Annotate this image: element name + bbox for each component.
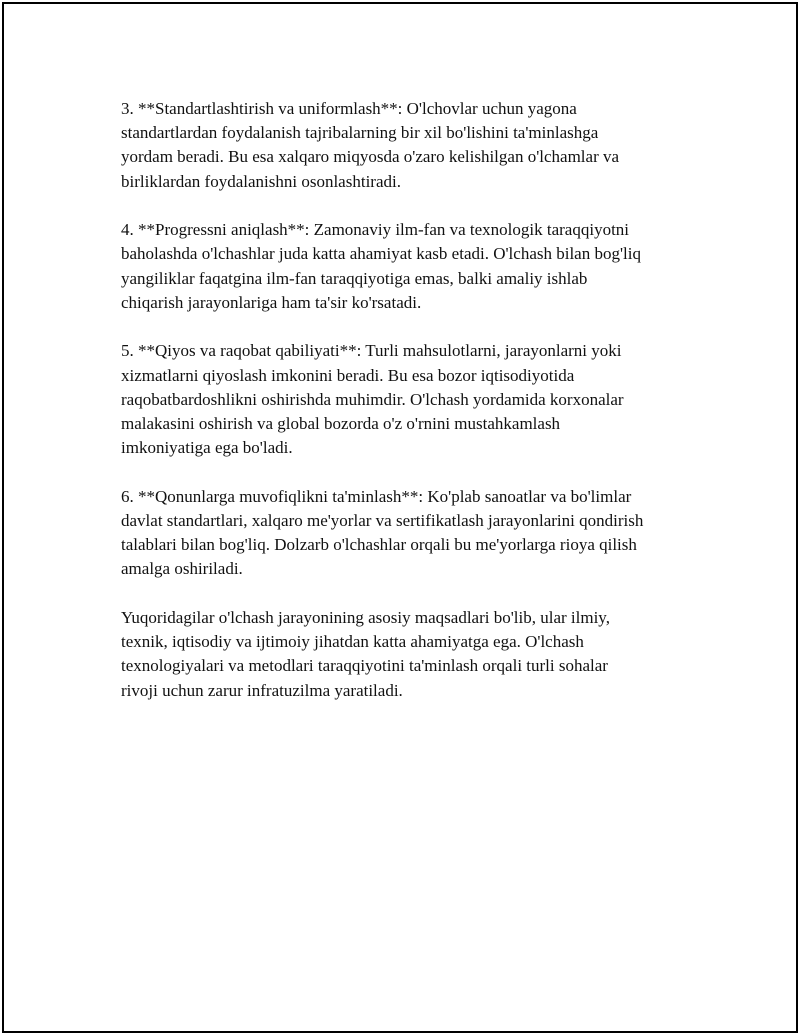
paragraph-compliance [121, 485, 681, 582]
text-line: amalga oshiriladi. [121, 559, 243, 579]
paragraph-progress [121, 218, 681, 315]
text-line: 6. **Qonunlarga muvofiqlikni ta'minlash**: Ko'plab sanoatlar va bo'limlar [121, 486, 632, 506]
text-line: davlat standartlari, xalqaro me'yorlar va sertifikatlash jarayonlarini qondirish [121, 511, 644, 531]
text-line: malakasini oshirish va global bozorda o'z o'rnini mustahkamlash [121, 414, 561, 434]
text-line: texnologiyalari va metodlari taraqqiyotini ta'minlash orqali turli sohalar [121, 656, 608, 676]
text-line: yangiliklar faqatgina ilm-fan taraqqiyotiga emas, balki amaliy ishlab [121, 268, 588, 288]
text-line: chiqarish jarayonlariga ham ta'sir ko'rsatadi. [121, 292, 422, 312]
text-line: talablari bilan bog'liq. Dolzarb o'lchashlar orqali bu me'yorlarga rioya qilish [121, 535, 637, 555]
paragraph-standardization [121, 97, 681, 194]
document-body [121, 97, 681, 727]
text-line: Yuqoridagilar o'lchash jarayonining asosiy maqsadlari bo'lib, ular ilmiy, [121, 608, 610, 628]
paragraph-competition [121, 339, 681, 460]
page-frame [2, 2, 798, 1033]
text-line: imkoniyatiga ega bo'ladi. [121, 438, 293, 458]
text-line: raqobatbardoshlikni oshirishda muhimdir. O'lchash yordamida korxonalar [121, 389, 624, 409]
text-line: 4. **Progressni aniqlash**: Zamonaviy ilm-fan va texnologik taraqqiyotni [121, 220, 630, 240]
text-line: 5. **Qiyos va raqobat qabiliyati**: Turli mahsulotlarni, jarayonlarni yoki [121, 341, 622, 361]
text-line: baholashda o'lchashlar juda katta ahamiyat kasb etadi. O'lchash bilan bog'liq [121, 244, 641, 264]
text-line: xizmatlarni qiyoslash imkonini beradi. Bu esa bozor iqtisodiyotida [121, 365, 575, 385]
text-line: standartlardan foydalanish tajribalarning bir xil bo'lishini ta'minlashga [121, 123, 599, 143]
paragraph-conclusion [121, 606, 681, 703]
text-line: yordam beradi. Bu esa xalqaro miqyosda o'zaro kelishilgan o'lchamlar va [121, 147, 620, 167]
text-line: rivoji uchun zarur infratuzilma yaratiladi. [121, 680, 403, 700]
text-line: 3. **Standartlashtirish va uniformlash**: O'lchovlar uchun yagona [121, 99, 577, 118]
text-line: texnik, iqtisodiy va ijtimoiy jihatdan katta ahamiyatga ega. O'lchash [121, 632, 584, 652]
text-line: birliklardan foydalanishni osonlashtiradi. [121, 171, 401, 191]
